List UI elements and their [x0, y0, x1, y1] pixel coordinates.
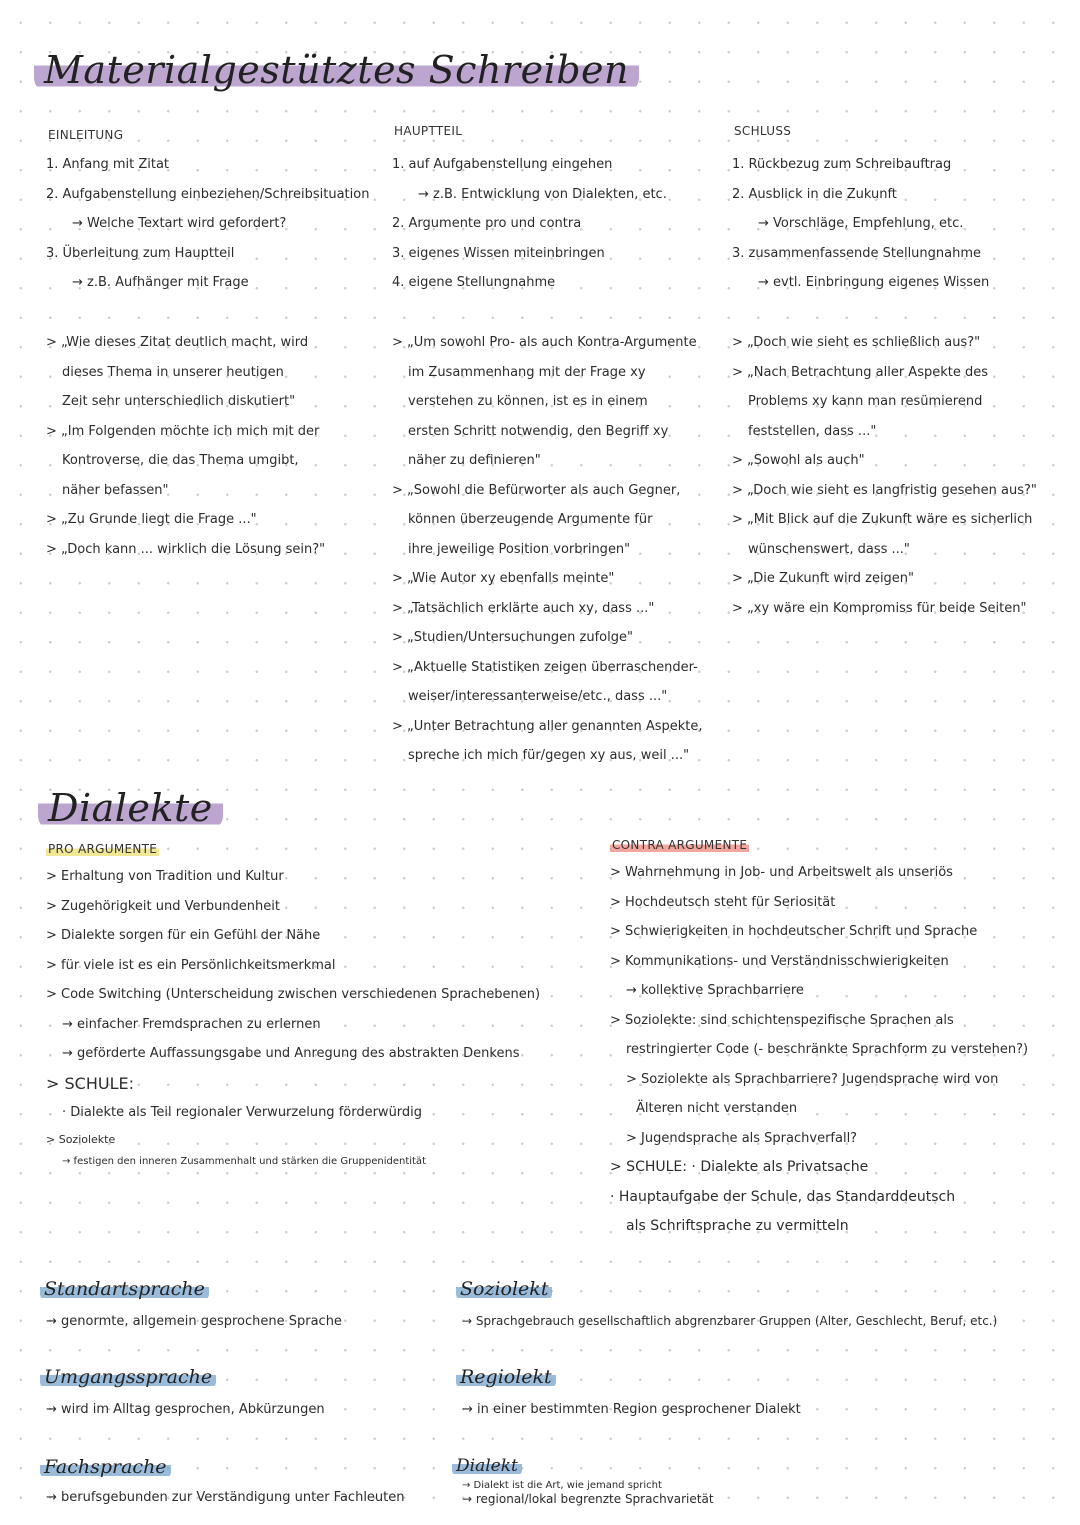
list-item: > „Zu Grunde liegt die Frage ..."	[46, 512, 257, 527]
term-soziolekt	[456, 1278, 552, 1300]
list-item: > Soziolekte: sind schichtenspezifische Sprachen als	[610, 1012, 954, 1028]
list-item: > „Unter Betrachtung aller genannten Aspekte,	[392, 718, 703, 734]
list-item: feststellen, dass ..."	[748, 423, 877, 439]
term-umgangssprache	[40, 1366, 216, 1388]
list-item: 1. auf Aufgabenstellung eingehen	[392, 157, 613, 172]
term-definition: → genormte, allgemein gesprochene Sprache	[46, 1314, 342, 1329]
list-item: > „Um sowohl Pro- als auch Kontra-Argumente	[392, 335, 697, 350]
list-item: 4. eigene Stellungnahme	[392, 275, 556, 290]
list-item: Problems xy kann man resümierend	[748, 394, 983, 409]
contra-heading-wrap	[610, 834, 749, 853]
hauptteil-phrases	[392, 328, 722, 771]
list-item: Kontroverse, die das Thema umgibt,	[62, 453, 299, 468]
pro-heading-wrap	[46, 838, 159, 857]
einleitung-heading: EINLEITUNG	[48, 128, 124, 142]
list-item: > „Doch wie sieht es langfristig gesehen aus?"	[732, 482, 1037, 498]
list-item: > Dialekte sorgen für ein Gefühl der Nähe	[46, 928, 321, 943]
hauptteil-section	[392, 124, 712, 138]
list-item: ihre jeweilige Position vorbringen"	[408, 541, 631, 557]
einleitung-section	[46, 124, 366, 143]
list-item: 3. zusammenfassende Stellungnahme	[732, 245, 982, 261]
list-item: als Schriftsprache zu vermitteln	[626, 1218, 849, 1234]
list-item: > „Aktuelle Statistiken zeigen überraschender-	[392, 659, 698, 675]
term-definition: → berufsgebunden zur Verständigung unter Fachleuten	[46, 1490, 405, 1505]
list-item: > Schwierigkeiten in hochdeutscher Schrift und Sprache	[610, 924, 978, 939]
hauptteil-steps	[392, 150, 712, 298]
list-item: 2. Argumente pro und contra	[392, 216, 582, 231]
list-item: > SCHULE:	[46, 1073, 134, 1093]
list-item: 2. Ausblick in die Zukunft	[732, 186, 897, 202]
list-item: > Soziolekte als Sprachbarriere? Jugendsprache wird von	[626, 1071, 999, 1087]
list-item: > Kommunikations- und Verständnisschwierigkeiten	[610, 953, 949, 969]
term-definition-2: → regional/lokal begrenzte Sprachvarietät	[462, 1492, 714, 1506]
term-definition: → Sprachgebrauch gesellschaftlich abgrenzbarer Gruppen (Alter, Geschlecht, Beruf, etc.)	[462, 1314, 998, 1328]
list-item: können überzeugende Argumente für	[408, 512, 653, 527]
hauptteil-heading: HAUPTTEIL	[394, 124, 463, 138]
list-item: → Welche Textart wird gefordert?	[72, 216, 287, 231]
contra-list	[610, 858, 1060, 1242]
list-item: Zeit sehr unterschiedlich diskutiert"	[62, 394, 296, 409]
list-item: im Zusammenhang mit der Frage xy	[408, 364, 646, 380]
term-regiolekt	[456, 1366, 556, 1388]
term-label: Standartsprache	[40, 1278, 209, 1300]
list-item: > „Die Zukunft wird zeigen"	[732, 571, 915, 586]
list-item: → festigen den inneren Zusammenhalt und stärken die Gruppenidentität	[62, 1155, 426, 1167]
list-item: dieses Thema in unserer heutigen	[62, 364, 284, 380]
term-label: Umgangssprache	[40, 1366, 216, 1388]
list-item: → evtl. Einbringung eigenes Wissen	[758, 275, 990, 290]
list-item: → geförderte Auffassungsgabe und Anregung des abstrakten Denkens	[62, 1046, 520, 1061]
list-item: > SCHULE: · Dialekte als Privatsache	[610, 1159, 869, 1175]
list-item: näher befassen"	[62, 482, 169, 498]
term-label: Soziolekt	[456, 1278, 552, 1300]
list-item: ersten Schritt notwendig, den Begriff xy	[408, 423, 669, 439]
list-item: restringierter Code (- beschränkte Sprachform zu verstehen?)	[626, 1042, 1029, 1057]
list-item: > Code Switching (Unterscheidung zwischen verschiedenen Sprachebenen)	[46, 987, 541, 1002]
list-item: > Soziolekte	[46, 1132, 116, 1146]
einleitung-steps	[46, 150, 370, 298]
list-item: > „Wie dieses Zitat deutlich macht, wird	[46, 335, 309, 350]
schluss-phrases	[732, 328, 1072, 623]
list-item: > „Sowohl als auch"	[732, 453, 865, 468]
term-dialekt	[452, 1456, 522, 1476]
list-item: → z.B. Entwicklung von Dialekten, etc.	[418, 186, 667, 202]
list-item: > Wahrnehmung in Job- und Arbeitswelt als unseriös	[610, 865, 953, 880]
list-item: > „Nach Betrachtung aller Aspekte des	[732, 364, 989, 380]
list-item: spreche ich mich für/gegen xy aus, weil ..."	[408, 748, 690, 763]
schluss-section	[732, 124, 1062, 138]
list-item: > Hochdeutsch steht für Seriosität	[610, 894, 836, 910]
list-item: 1. Rückbezug zum Schreibauftrag	[732, 157, 952, 172]
list-item: > Zugehörigkeit und Verbundenheit	[46, 898, 280, 914]
list-item: 3. eigenes Wissen miteinbringen	[392, 245, 605, 261]
list-item: > „Mit Blick auf die Zukunft wäre es sicherlich	[732, 512, 1033, 527]
list-item: 3. Überleitung zum Hauptteil	[46, 245, 235, 261]
list-item: > „xy wäre ein Kompromiss für beide Seiten"	[732, 600, 1027, 616]
contra-heading: CONTRA ARGUMENTE	[612, 838, 748, 852]
term-label: Dialekt	[452, 1456, 522, 1476]
pro-list	[46, 862, 606, 1172]
list-item: 1. Anfang mit Zitat	[46, 157, 170, 172]
schluss-steps	[732, 150, 1062, 298]
list-item: näher zu definieren"	[408, 453, 541, 468]
term-fachsprache	[40, 1456, 171, 1478]
term-standartsprache	[40, 1278, 209, 1300]
list-item: > für viele ist es ein Persönlichkeitsmerkmal	[46, 957, 336, 973]
list-item: > „Doch wie sieht es schließlich aus?"	[732, 335, 981, 350]
list-item: → einfacher Fremdsprachen zu erlernen	[62, 1016, 321, 1032]
list-item: → Vorschläge, Empfehlung, etc.	[758, 216, 964, 231]
section-title-dialekte: Dialekte	[38, 786, 223, 830]
list-item: verstehen zu können, ist es in einem	[408, 394, 648, 409]
term-label: Fachsprache	[40, 1456, 171, 1478]
list-item: → z.B. Aufhänger mit Frage	[72, 275, 249, 290]
page-title: Materialgestütztes Schreiben	[34, 48, 639, 92]
list-item: > „Im Folgenden möchte ich mich mit der	[46, 423, 320, 439]
list-item: > Jugendsprache als Sprachverfall?	[626, 1130, 858, 1146]
list-item: > „Tatsächlich erklärte auch xy, dass ..."	[392, 600, 655, 616]
term-definition: → in einer bestimmten Region gesprochener Dialekt	[462, 1402, 801, 1417]
list-item: · Dialekte als Teil regionaler Verwurzelung förderwürdig	[62, 1105, 423, 1120]
list-item: > „Studien/Untersuchungen zufolge"	[392, 630, 633, 645]
list-item: > „Doch kann ... wirklich die Lösung sein?"	[46, 541, 326, 557]
list-item: weiser/interessanterweise/etc., dass ..."	[408, 689, 668, 704]
list-item: > Erhaltung von Tradition und Kultur	[46, 869, 284, 884]
term-label: Regiolekt	[456, 1366, 556, 1388]
term-definition: → wird im Alltag gesprochen, Abkürzungen	[46, 1402, 325, 1417]
schluss-heading: SCHLUSS	[734, 124, 792, 138]
list-item: > „Sowohl die Befürworter als auch Gegner,	[392, 482, 681, 498]
term-definition: → Dialekt ist die Art, wie jemand spricht	[462, 1480, 662, 1491]
list-item: wünschenswert, dass ..."	[748, 541, 910, 557]
list-item: Älteren nicht verstanden	[636, 1101, 798, 1116]
pro-heading: PRO ARGUMENTE	[48, 842, 158, 856]
list-item: → kollektive Sprachbarriere	[626, 983, 804, 998]
einleitung-phrases	[46, 328, 366, 564]
list-item: > „Wie Autor xy ebenfalls meinte"	[392, 571, 615, 586]
list-item: · Hauptaufgabe der Schule, das Standarddeutsch	[610, 1188, 956, 1205]
list-item: 2. Aufgabenstellung einbeziehen/Schreibsituation	[46, 186, 370, 202]
